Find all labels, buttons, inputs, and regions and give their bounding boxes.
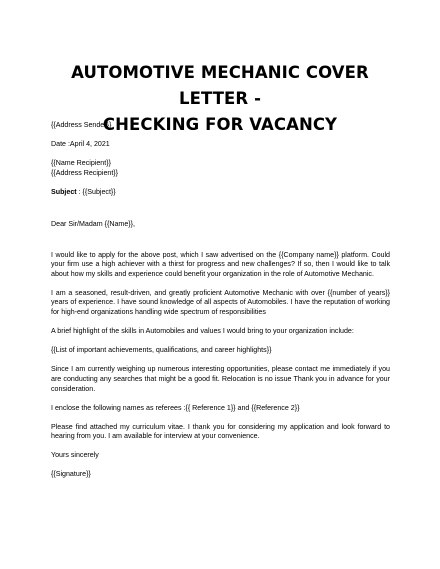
paragraph-experience: I am a seasoned, result-driven, and greatly proficient Automotive Mechanic with over {{number of years}} years of experience. I have sound knowledge of all aspects of Automobiles. I have the reputation of working for high-end organizations handling wide spectrum of responsibilities	[51, 288, 390, 317]
closing: Yours sincerely	[51, 451, 99, 460]
paragraph-achievements: {{List of important achievements, qualifications, and career highlights}}	[51, 346, 272, 355]
paragraph-opportunities: Since I am currently weighing up numerous interesting opportunities, please contact me immediately if you are conducting any searches that might be a good fit. Relocation is no issue Thank you in advance for your consideration.	[51, 365, 390, 393]
letter-date: Date :April 4, 2021	[51, 140, 110, 149]
signature: {{Signature}}	[51, 470, 91, 479]
paragraph-references: I enclose the following names as referees :{{ Reference 1}} and {{Reference 2}}	[51, 403, 300, 412]
subject-value: : {{Subject}}	[76, 188, 116, 197]
subject-label: Subject	[51, 188, 77, 197]
salutation: Dear Sir/Madam {{Name}},	[51, 219, 135, 228]
subject-line	[51, 188, 390, 198]
paragraph-intro: I would like to apply for the above post, which I saw advertised on the {{Company name}} platform. Could your firm use a high achiever with a thirst for progress and new challenges? If so, then I would like to talk about how my skills and experience could benefit your organization in the role of Automotive Mechanic.	[51, 250, 390, 278]
address-recipient: {{Address Recipient}}	[51, 168, 119, 177]
letter-title: AUTOMOTIVE MECHANIC COVER LETTER - CHECKING FOR VACANCY	[71, 63, 369, 134]
letter-body	[51, 121, 390, 480]
paragraph-cv: Please find attached my curriculum vitae. I thank you for considering my application and look forward to hearing from you. I am available for interview at your convenience.	[51, 422, 390, 441]
paragraph-skills-intro: A brief highlight of the skills in Automobiles and values I would bring to your organization include:	[51, 327, 354, 336]
address-sender: {{Address Sender}}	[51, 121, 112, 129]
name-recipient: {{Name Recipient}}	[51, 159, 111, 168]
